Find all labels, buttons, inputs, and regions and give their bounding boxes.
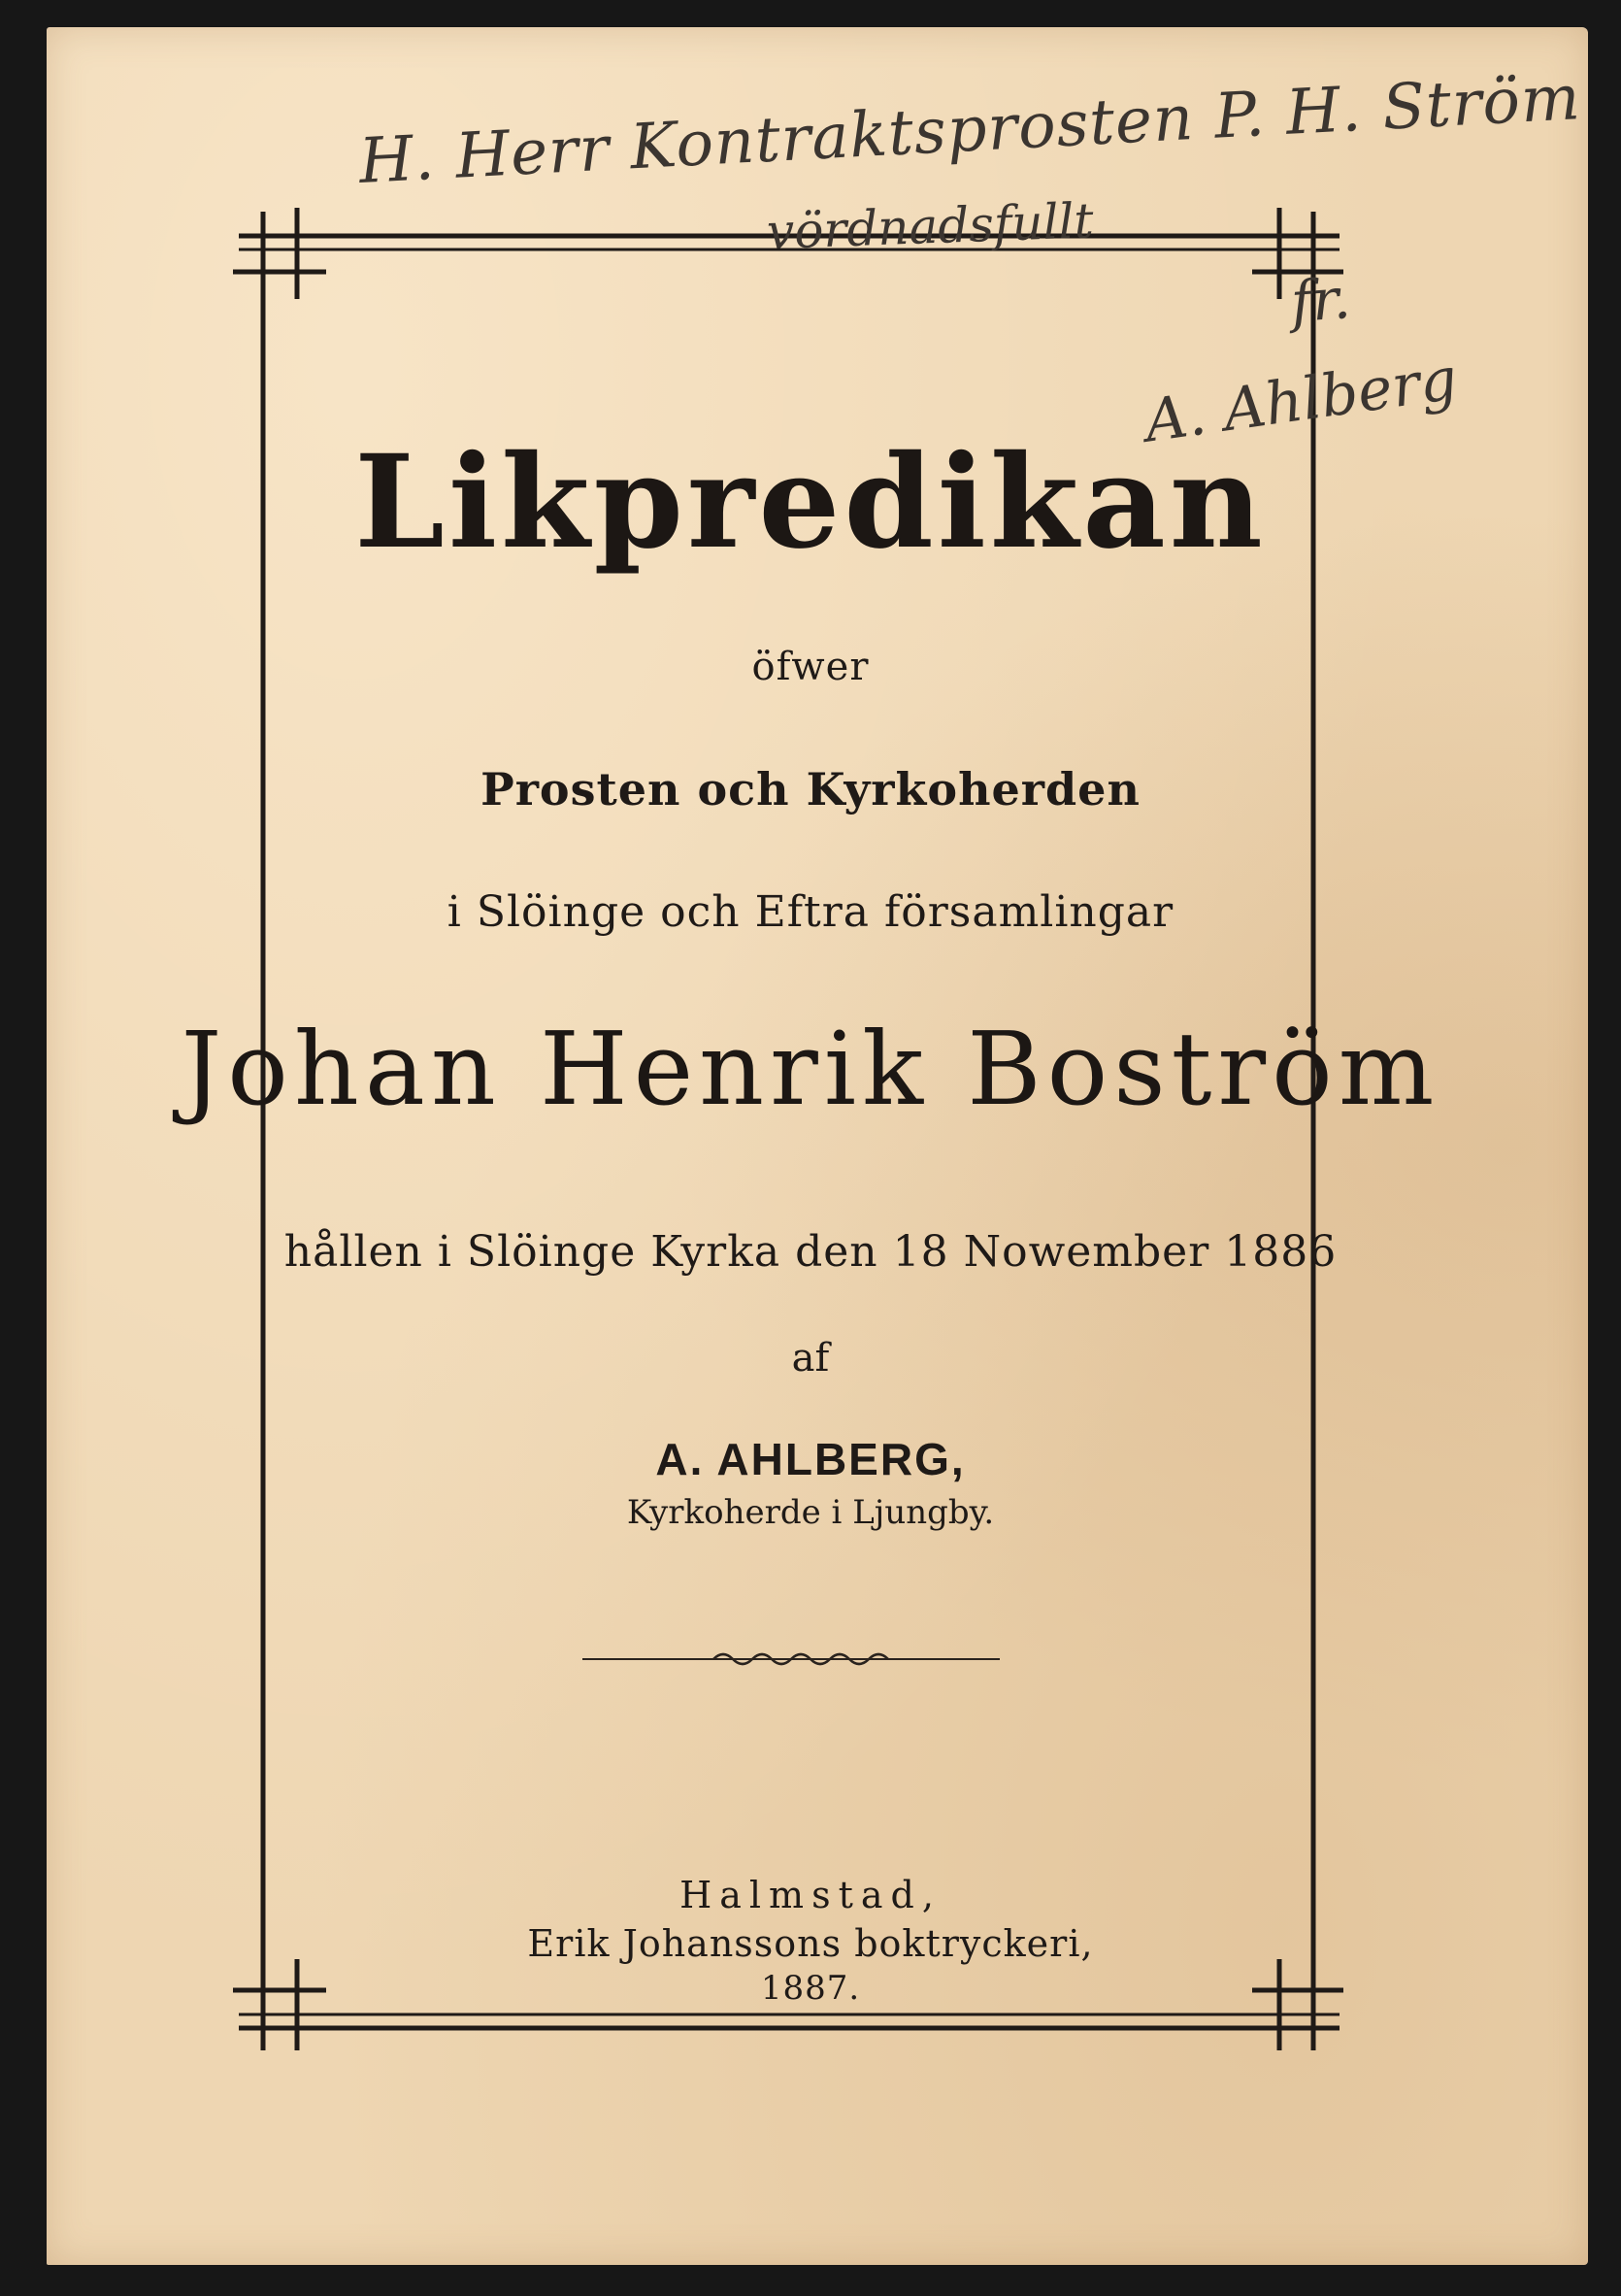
handwritten-signature: A. Ahlberg <box>1141 345 1462 456</box>
author-title: Kyrkoherde i Ljungby. <box>626 1493 995 1532</box>
handwritten-dedication-line2: vördnadsfullt <box>765 192 1095 260</box>
imprint-year: 1887. <box>760 1969 861 2008</box>
handwritten-dedication-line1: H. Herr Kontraktsprosten P. H. Ström <box>357 62 1583 198</box>
imprint-printer: Erik Johanssons boktryckeri, <box>527 1922 1094 1965</box>
author-name: A. AHLBERG, <box>655 1434 966 1484</box>
subject-parishes: i Slöinge och Eftra församlingar <box>447 887 1174 937</box>
handwritten-dedication-line3: fr. <box>1288 264 1353 336</box>
by-word: af <box>791 1336 830 1381</box>
imprint-place: Halmstad, <box>679 1874 942 1916</box>
corner-ornament-top-left <box>233 208 326 299</box>
sermon-occasion: hållen i Slöinge Kyrka den 18 Nowember 1886 <box>283 1227 1338 1277</box>
page-title: Likpredikan <box>354 427 1267 578</box>
deceased-name: Johan Henrik Boström <box>181 1010 1440 1128</box>
decorative-rule <box>582 1654 1000 1664</box>
subject-role: Prosten och Kyrkoherden <box>480 763 1141 815</box>
subtitle-ofwer: öfwer <box>751 645 870 689</box>
